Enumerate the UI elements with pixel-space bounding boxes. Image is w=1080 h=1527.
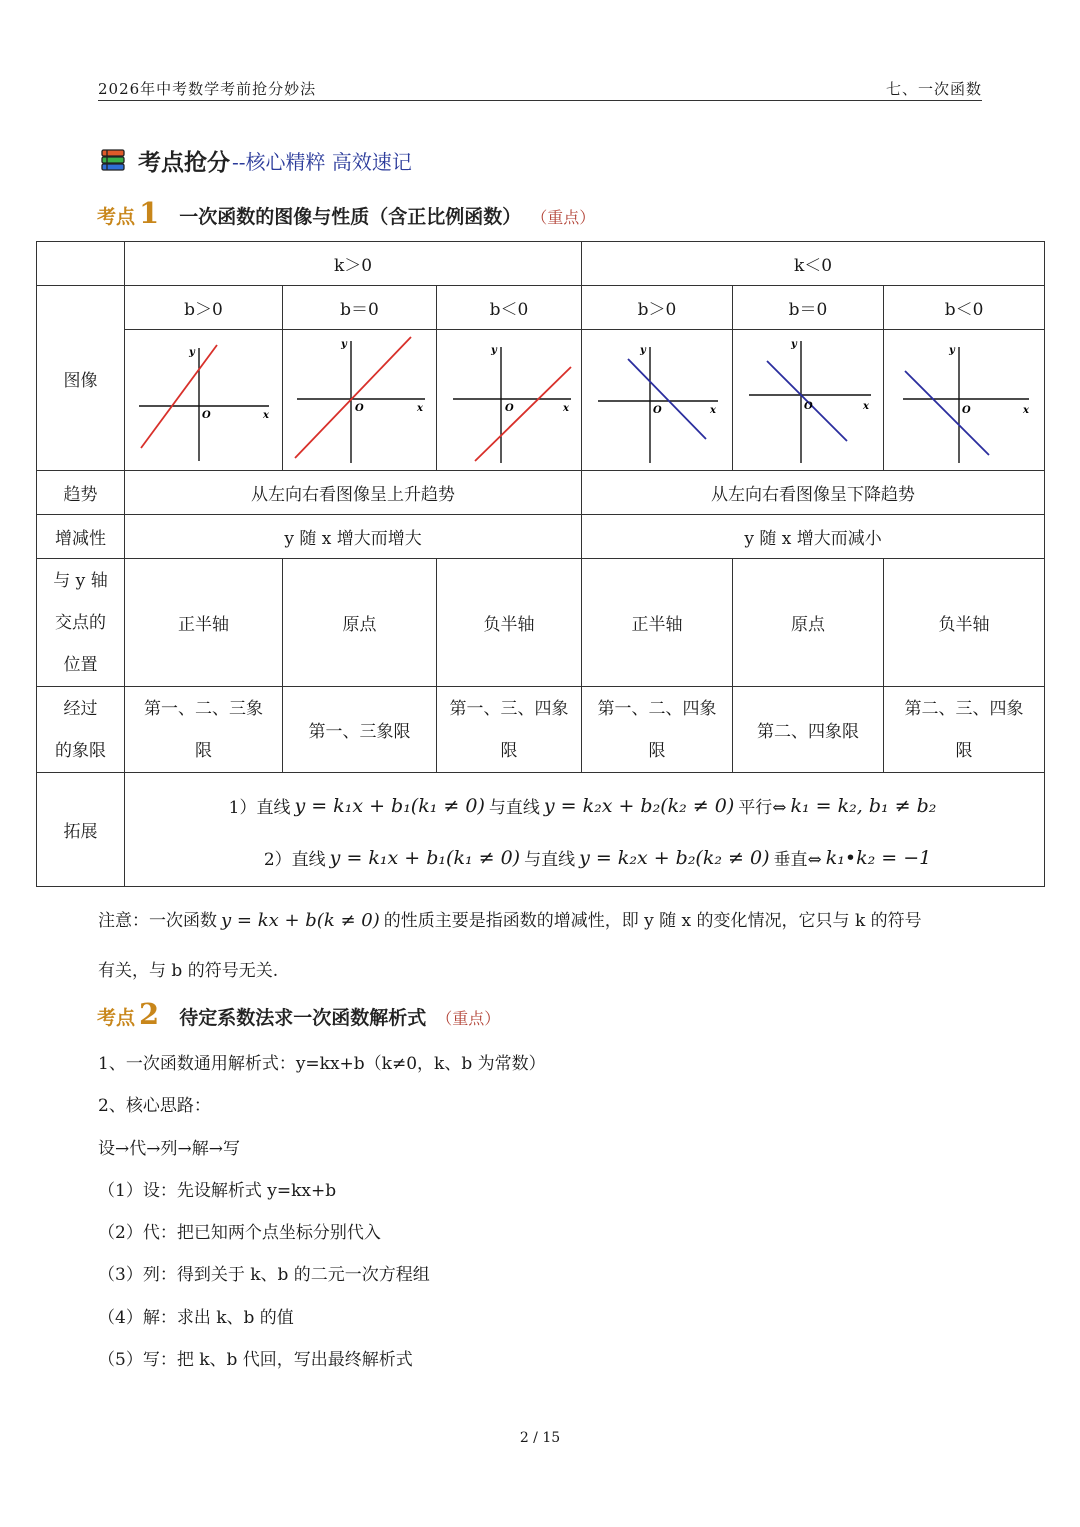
b-header: b＞0: [125, 286, 283, 330]
y-axis-label: y: [491, 344, 497, 356]
body-line: 1、一次函数通用解析式：y=kx+b（k≠0，k、b 为常数）: [98, 1054, 546, 1074]
kaodian-number: 1: [139, 196, 160, 230]
graph-cell: [733, 330, 884, 471]
quadrant-value: 第一、三象限: [283, 687, 437, 773]
kaodian-title: 一次函数的图像与性质（含正比例函数）: [179, 206, 522, 228]
body-line: 设→代→列→解→写: [98, 1138, 240, 1159]
quadrant-value: 第一、二、三象 限: [125, 687, 283, 773]
origin-label: O: [505, 402, 514, 414]
page-header: [98, 74, 982, 101]
k-negative-header: k＜0: [582, 242, 1045, 286]
b-header: b＞0: [582, 286, 733, 330]
b-header: b＜0: [884, 286, 1045, 330]
header-right: 七、一次函数: [885, 80, 982, 98]
row-label-image: 图像: [37, 286, 125, 471]
x-axis-label: x: [262, 409, 269, 421]
row-label-monotone: 增减性: [37, 515, 125, 559]
origin-label: O: [962, 404, 971, 416]
yaxis-value: 原点: [283, 559, 437, 687]
graph-k-neg-b-zero: [735, 333, 881, 468]
section-subtitle: --核心精粹 高效速记: [232, 149, 412, 174]
quadrant-value: 第一、三、四象 限: [437, 687, 582, 773]
header-left: 2026年中考数学考前抢分妙法: [98, 80, 317, 98]
b-header: b＜0: [437, 286, 582, 330]
kaodian-tag: （重点）: [531, 208, 596, 227]
kaodian-number: 2: [139, 997, 160, 1031]
body-line: （1）设：先设解析式 y=kx+b: [98, 1180, 337, 1201]
x-axis-label: x: [1023, 404, 1030, 416]
expand-content: [125, 773, 1045, 887]
monotone-increasing: y 随 x 增大而增大: [125, 515, 582, 559]
origin-label: O: [354, 402, 364, 414]
corner-cell: [37, 242, 125, 286]
kaodian-2-heading: [97, 997, 500, 1033]
y-axis-label: y: [640, 344, 646, 356]
graph-k-neg-b-pos: [584, 333, 730, 468]
row-label-expand: 拓展: [37, 773, 125, 887]
graph-cell: [437, 330, 582, 471]
page-number: 2 / 15: [519, 1430, 561, 1446]
yaxis-value: 正半轴: [582, 559, 733, 687]
trend-up: 从左向右看图像呈上升趋势: [125, 471, 582, 515]
graph-cell: [582, 330, 733, 471]
y-axis-label: y: [949, 344, 955, 356]
graph-cell: [884, 330, 1045, 471]
section-title: [100, 142, 412, 178]
quadrant-value: 第二、四象限: [733, 687, 884, 773]
body-line: （3）列：得到关于 k、b 的二元一次方程组: [98, 1265, 430, 1286]
linear-function-table: [36, 241, 1045, 887]
kaodian-label: 考点: [97, 1007, 136, 1029]
graph-k-neg-b-neg: [889, 333, 1039, 468]
graph-k-pos-b-zero: [285, 333, 435, 468]
kaodian-label: 考点: [97, 206, 136, 228]
trend-down: 从左向右看图像呈下降趋势: [582, 471, 1045, 515]
body-line: （5）写：把 k、b 代回，写出最终解析式: [98, 1350, 413, 1371]
monotone-decreasing: y 随 x 增大而减小: [582, 515, 1045, 559]
origin-label: O: [804, 400, 813, 412]
perpendicular-rule: 2）直线 y = k₁x + b₁(k₁ ≠ 0) 与直线 y = k₂x + b₂(k₂ ≠ 0) 垂直⇔ k₁•k₂ = −1: [263, 846, 932, 870]
origin-label: O: [201, 409, 211, 421]
body-line: 2、核心思路：: [98, 1096, 211, 1117]
note-line-2: 有关，与 b 的符号无关.: [98, 961, 279, 981]
x-axis-label: x: [416, 402, 423, 414]
row-label-trend: 趋势: [37, 471, 125, 515]
book-stack-icon: [100, 147, 126, 173]
x-axis-label: x: [563, 402, 569, 414]
kaodian-1-heading: [97, 196, 595, 232]
graph-k-pos-b-pos: [129, 333, 279, 468]
graph-cell: [125, 330, 283, 471]
origin-label: O: [653, 404, 662, 416]
yaxis-value: 正半轴: [125, 559, 283, 687]
y-axis-label: y: [340, 338, 347, 350]
body-line: （2）代：把已知两个点坐标分别代入: [98, 1223, 381, 1244]
y-axis-label: y: [791, 338, 797, 350]
b-header: b＝0: [283, 286, 437, 330]
yaxis-value: 原点: [733, 559, 884, 687]
yaxis-value: 负半轴: [437, 559, 582, 687]
b-header: b＝0: [733, 286, 884, 330]
k-positive-header: k＞0: [125, 242, 582, 286]
graph-k-pos-b-neg: [439, 333, 579, 468]
row-label-quadrant: 经过 的象限: [37, 687, 125, 773]
quadrant-value: 第二、三、四象 限: [884, 687, 1045, 773]
section-main-title: 考点抢分: [138, 149, 230, 176]
graph-cell: [283, 330, 437, 471]
body-line: （4）解：求出 k、b 的值: [98, 1307, 294, 1328]
quadrant-value: 第一、二、四象 限: [582, 687, 733, 773]
note-line-1: 注意：一次函数 y = kx + b(k ≠ 0) 的性质主要是指函数的增减性，即 y 随 x 的变化情况，它只与 k 的符号: [98, 910, 922, 931]
kaodian-title: 待定系数法求一次函数解析式: [179, 1007, 427, 1029]
x-axis-label: x: [710, 404, 716, 416]
y-axis-label: y: [188, 346, 195, 358]
yaxis-value: 负半轴: [884, 559, 1045, 687]
x-axis-label: x: [863, 400, 869, 412]
method-steps: [98, 1046, 546, 1384]
parallel-rule: 1）直线 y = k₁x + b₁(k₁ ≠ 0) 与直线 y = k₂x + b₂(k₂ ≠ 0) 平行⇔ k₁ = k₂, b₁ ≠ b₂: [228, 794, 937, 818]
note-paragraph: [98, 896, 988, 996]
kaodian-tag: （重点）: [436, 1009, 501, 1028]
row-label-yaxis: 与 y 轴 交点的 位置: [37, 559, 125, 687]
